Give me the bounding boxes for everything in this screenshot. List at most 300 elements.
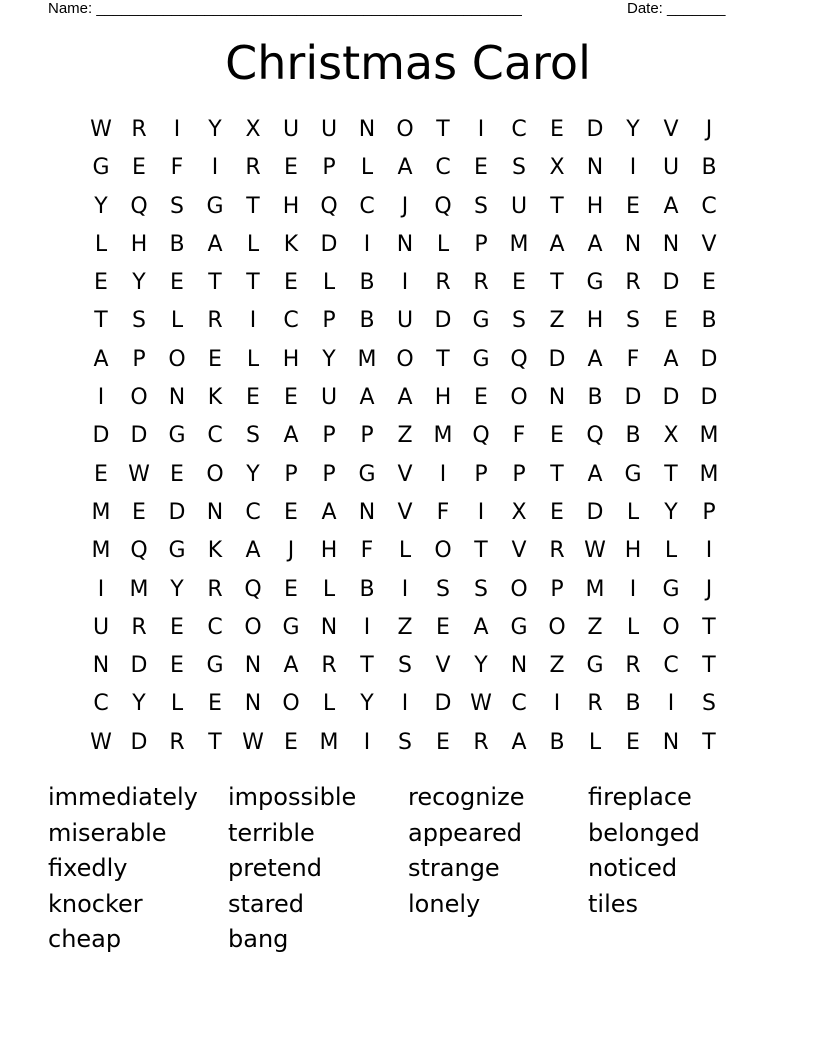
grid-letter: G — [168, 423, 186, 449]
grid-letter: N — [548, 385, 566, 411]
grid-letter: P — [474, 461, 488, 487]
grid-letter: N — [586, 155, 604, 181]
grid-letter: X — [663, 423, 679, 449]
grid-letter: I — [173, 117, 181, 142]
grid-letter: D — [130, 653, 148, 679]
grid-letter: L — [170, 308, 184, 334]
grid-letter: T — [550, 193, 564, 219]
grid-letter: J — [287, 538, 295, 564]
grid-letter: O — [282, 691, 300, 717]
grid-letter: A — [245, 538, 261, 564]
grid-letter: N — [206, 499, 224, 525]
grid-letter: P — [322, 155, 336, 181]
grid-letter: K — [207, 385, 223, 411]
grid-letter: Y — [474, 653, 488, 679]
grid-row — [82, 494, 728, 532]
grid-letter: U — [320, 117, 338, 142]
grid-letter: Q — [510, 346, 528, 372]
grid-letter: F — [626, 346, 640, 372]
grid-letter: O — [662, 614, 680, 640]
grid-letter: E — [474, 385, 488, 411]
word-bank-item: miserable — [48, 818, 167, 847]
grid-letter: G — [510, 614, 528, 640]
grid-letter: E — [284, 270, 298, 296]
grid-letter: X — [245, 117, 261, 142]
grid-letter: L — [322, 691, 336, 717]
grid-letter: P — [132, 346, 146, 372]
grid-letter: W — [470, 691, 492, 717]
grid-letter: D — [130, 729, 148, 755]
grid-letter: T — [436, 117, 450, 142]
grid-letter: O — [396, 117, 414, 142]
grid-letter: D — [320, 231, 338, 257]
grid-letter: M — [509, 231, 529, 257]
grid-letter: M — [129, 576, 149, 602]
grid-letter: I — [363, 729, 371, 755]
grid-letter: D — [168, 499, 186, 525]
grid-letter: E — [170, 614, 184, 640]
grid-letter: I — [97, 385, 105, 411]
grid-letter: L — [322, 270, 336, 296]
grid-letter: S — [626, 308, 640, 334]
grid-letter: O — [168, 346, 186, 372]
grid-letter: D — [434, 308, 452, 334]
grid-letter: M — [91, 499, 111, 525]
grid-letter: L — [626, 499, 640, 525]
grid-row — [82, 341, 728, 379]
grid-letter: V — [511, 538, 527, 564]
grid-letter: P — [322, 423, 336, 449]
word-bank-item: stared — [228, 889, 304, 918]
grid-letter: R — [625, 270, 641, 296]
grid-letter: R — [207, 308, 223, 334]
grid-letter: R — [549, 538, 565, 564]
grid-letter: E — [626, 193, 640, 219]
grid-letter: A — [663, 346, 679, 372]
grid-letter: E — [512, 270, 526, 296]
grid-letter: Q — [244, 576, 262, 602]
grid-letter: P — [284, 461, 298, 487]
grid-letter: I — [629, 155, 637, 181]
grid-letter: G — [206, 193, 224, 219]
grid-letter: T — [550, 270, 564, 296]
grid-letter: S — [702, 691, 716, 717]
grid-row — [82, 149, 728, 187]
grid-letter: E — [474, 155, 488, 181]
word-bank-item: terrible — [228, 818, 315, 847]
word-bank-item: strange — [408, 854, 500, 882]
grid-letter: I — [401, 691, 409, 717]
grid-letter: M — [433, 423, 453, 449]
grid-letter: H — [586, 308, 604, 334]
grid-letter: N — [320, 614, 338, 640]
grid-letter: R — [245, 155, 261, 181]
grid-letter: D — [548, 346, 566, 372]
word-bank-item: pretend — [228, 854, 322, 882]
grid-letter: E — [170, 461, 184, 487]
grid-letter: D — [700, 385, 718, 411]
grid-letter: A — [283, 423, 299, 449]
grid-letter: N — [396, 231, 414, 257]
grid-letter: H — [624, 538, 642, 564]
grid-letter: R — [207, 576, 223, 602]
grid-letter: E — [550, 499, 564, 525]
grid-letter: Z — [587, 614, 603, 640]
grid-letter: F — [360, 538, 374, 564]
grid-letter: D — [586, 117, 604, 142]
grid-letter: W — [128, 461, 150, 487]
grid-letter: E — [94, 461, 108, 487]
grid-letter: Q — [586, 423, 604, 449]
grid-letter: P — [512, 461, 526, 487]
grid-letter: C — [207, 423, 223, 449]
grid-letter: R — [169, 729, 185, 755]
word-bank-item: cheap — [48, 925, 122, 953]
grid-letter: G — [92, 155, 110, 181]
word-bank-item: knocker — [48, 889, 143, 918]
grid-row — [82, 302, 728, 340]
grid-letter: D — [586, 499, 604, 525]
grid-letter: G — [586, 270, 604, 296]
grid-letter: V — [701, 231, 717, 257]
grid-letter: S — [398, 653, 412, 679]
grid-letter: S — [170, 193, 184, 219]
grid-letter: U — [396, 308, 414, 334]
grid-letter: C — [663, 653, 679, 679]
name-field-line: Name: ___________________________________________________ — [48, 0, 522, 17]
grid-letter: I — [363, 614, 371, 640]
grid-letter: P — [360, 423, 374, 449]
grid-letter: U — [320, 385, 338, 411]
grid-letter: B — [587, 385, 603, 411]
grid-letter: E — [132, 155, 146, 181]
grid-letter: Q — [320, 193, 338, 219]
grid-letter: M — [699, 423, 719, 449]
grid-row — [82, 188, 728, 226]
grid-letter: T — [360, 653, 374, 679]
grid-letter: I — [97, 576, 105, 602]
word-bank-item: noticed — [588, 854, 678, 882]
grid-letter: K — [207, 538, 223, 564]
grid-letter: G — [624, 461, 642, 487]
grid-letter: J — [705, 117, 713, 142]
grid-letter: I — [249, 308, 257, 334]
grid-letter: U — [282, 117, 300, 142]
word-bank-item: impossible — [228, 783, 357, 811]
grid-letter: R — [131, 614, 147, 640]
grid-letter: V — [397, 461, 413, 487]
grid-row — [82, 609, 728, 647]
grid-letter: I — [211, 155, 219, 181]
grid-letter: T — [246, 193, 260, 219]
grid-letter: B — [701, 308, 717, 334]
grid-letter: H — [586, 193, 604, 219]
grid-letter: T — [702, 729, 716, 755]
grid-letter: W — [90, 729, 112, 755]
header — [0, 0, 816, 20]
grid-letter: G — [168, 538, 186, 564]
grid-letter: O — [244, 614, 262, 640]
grid-letter: H — [434, 385, 452, 411]
grid-letter: L — [246, 231, 260, 257]
grid-letter: G — [358, 461, 376, 487]
grid-letter: E — [132, 499, 146, 525]
grid-letter: L — [94, 231, 108, 257]
grid-letter: O — [396, 346, 414, 372]
grid-letter: A — [397, 155, 413, 181]
grid-letter: L — [246, 346, 260, 372]
word-bank — [48, 780, 788, 958]
grid-letter: B — [359, 270, 375, 296]
grid-letter: L — [626, 614, 640, 640]
word-bank-item: lonely — [408, 889, 481, 918]
grid-letter: E — [94, 270, 108, 296]
grid-letter: X — [549, 155, 565, 181]
grid-letter: R — [435, 270, 451, 296]
grid-letter: B — [625, 423, 641, 449]
grid-letter: Q — [472, 423, 490, 449]
grid-letter: A — [511, 729, 527, 755]
grid-letter: T — [550, 461, 564, 487]
grid-row — [82, 264, 728, 302]
grid-letter: I — [363, 231, 371, 257]
grid-letter: T — [94, 308, 108, 334]
grid-letter: N — [510, 653, 528, 679]
grid-letter: I — [401, 576, 409, 602]
grid-row — [82, 456, 728, 494]
grid-letter: Z — [549, 308, 565, 334]
grid-letter: C — [511, 691, 527, 717]
grid-row — [82, 724, 728, 762]
grid-letter: T — [246, 270, 260, 296]
grid-letter: M — [357, 346, 377, 372]
word-bank-item: bang — [228, 925, 289, 953]
grid-row — [82, 685, 728, 723]
grid-letter: E — [170, 270, 184, 296]
grid-letter: M — [91, 538, 111, 564]
grid-letter: W — [90, 117, 112, 142]
grid-letter: T — [702, 653, 716, 679]
grid-letter: A — [321, 499, 337, 525]
grid-letter: G — [472, 346, 490, 372]
grid-letter: I — [477, 117, 485, 142]
grid-letter: Y — [664, 499, 678, 525]
grid-letter: I — [401, 270, 409, 296]
word-bank-item: recognize — [408, 783, 525, 811]
grid-letter: D — [662, 270, 680, 296]
grid-letter: B — [625, 691, 641, 717]
grid-letter: B — [549, 729, 565, 755]
grid-letter: T — [664, 461, 678, 487]
grid-letter: A — [549, 231, 565, 257]
grid-letter: A — [93, 346, 109, 372]
grid-letter: D — [700, 346, 718, 372]
grid-letter: E — [550, 117, 564, 142]
grid-letter: D — [434, 691, 452, 717]
grid-letter: T — [208, 270, 222, 296]
grid-letter: A — [587, 461, 603, 487]
grid-letter: B — [701, 155, 717, 181]
grid-letter: E — [170, 653, 184, 679]
page-title: Christmas Carol — [225, 36, 591, 90]
grid-letter: O — [510, 576, 528, 602]
grid-letter: S — [398, 729, 412, 755]
grid-letter: Y — [360, 691, 374, 717]
grid-letter: Q — [130, 193, 148, 219]
grid-letter: N — [244, 691, 262, 717]
grid-letter: H — [130, 231, 148, 257]
grid-letter: N — [624, 231, 642, 257]
grid-letter: C — [359, 193, 375, 219]
grid-row — [82, 571, 728, 609]
grid-letter: N — [358, 499, 376, 525]
grid-letter: B — [359, 576, 375, 602]
grid-letter: R — [587, 691, 603, 717]
grid-letter: A — [359, 385, 375, 411]
grid-letter: C — [245, 499, 261, 525]
grid-letter: Q — [434, 193, 452, 219]
grid-letter: I — [667, 691, 675, 717]
grid-letter: O — [510, 385, 528, 411]
grid-letter: E — [436, 729, 450, 755]
grid-letter: I — [477, 499, 485, 525]
grid-letter: A — [663, 193, 679, 219]
grid-letter: Y — [170, 576, 184, 602]
grid-row — [82, 226, 728, 264]
grid-letter: S — [512, 155, 526, 181]
word-bank-item: immediately — [48, 783, 198, 811]
grid-letter: S — [246, 423, 260, 449]
grid-letter: M — [319, 729, 339, 755]
grid-letter: L — [398, 538, 412, 564]
grid-letter: E — [284, 499, 298, 525]
grid-letter: L — [588, 729, 602, 755]
grid-letter: G — [662, 576, 680, 602]
grid-letter: E — [284, 576, 298, 602]
grid-letter: F — [170, 155, 184, 181]
grid-letter: V — [397, 499, 413, 525]
grid-letter: O — [130, 385, 148, 411]
grid-letter: I — [629, 576, 637, 602]
grid-letter: F — [512, 423, 526, 449]
grid-letter: C — [701, 193, 717, 219]
grid-letter: X — [511, 499, 527, 525]
word-bank-item: fireplace — [588, 783, 692, 811]
grid-letter: I — [705, 538, 713, 564]
grid-letter: M — [585, 576, 605, 602]
grid-letter: H — [282, 346, 300, 372]
grid-letter: A — [587, 346, 603, 372]
grid-letter: D — [92, 423, 110, 449]
grid-letter: E — [284, 385, 298, 411]
grid-letter: S — [132, 308, 146, 334]
grid-letter: Y — [132, 270, 146, 296]
grid-letter: A — [473, 614, 489, 640]
grid-letter: C — [435, 155, 451, 181]
grid-letter: W — [242, 729, 264, 755]
grid-letter: J — [401, 193, 409, 219]
grid-letter: O — [434, 538, 452, 564]
grid-letter: J — [705, 576, 713, 602]
grid-letter: N — [168, 385, 186, 411]
grid-letter: Z — [549, 653, 565, 679]
grid-letter: N — [662, 729, 680, 755]
grid-letter: D — [130, 423, 148, 449]
grid-row — [82, 417, 728, 455]
grid-letter: Y — [208, 117, 222, 142]
grid-letter: G — [472, 308, 490, 334]
grid-letter: Y — [322, 346, 336, 372]
grid-row — [82, 532, 728, 570]
grid-letter: Z — [397, 423, 413, 449]
grid-letter: F — [436, 499, 450, 525]
grid-letter: D — [624, 385, 642, 411]
grid-letter: M — [699, 461, 719, 487]
word-search-grid — [82, 111, 728, 762]
grid-letter: C — [207, 614, 223, 640]
grid-letter: N — [662, 231, 680, 257]
grid-row — [82, 111, 728, 149]
grid-letter: R — [473, 270, 489, 296]
grid-letter: E — [664, 308, 678, 334]
grid-letter: R — [625, 653, 641, 679]
grid-letter: N — [358, 117, 376, 142]
grid-letter: P — [322, 308, 336, 334]
word-bank-item: tiles — [588, 889, 639, 918]
grid-letter: I — [439, 461, 447, 487]
grid-letter: S — [436, 576, 450, 602]
grid-letter: E — [246, 385, 260, 411]
grid-letter: E — [626, 729, 640, 755]
grid-row — [82, 379, 728, 417]
grid-letter: T — [474, 538, 488, 564]
grid-letter: C — [511, 117, 527, 142]
grid-letter: E — [284, 729, 298, 755]
date-field-line: Date: _______ — [627, 0, 726, 17]
grid-row — [82, 647, 728, 685]
grid-letter: K — [283, 231, 299, 257]
grid-letter: T — [702, 614, 716, 640]
grid-letter: H — [320, 538, 338, 564]
grid-letter: G — [282, 614, 300, 640]
grid-letter: U — [662, 155, 680, 181]
grid-letter: N — [244, 653, 262, 679]
grid-letter: B — [169, 231, 185, 257]
grid-letter: O — [548, 614, 566, 640]
grid-letter: L — [322, 576, 336, 602]
grid-letter: W — [584, 538, 606, 564]
grid-letter: P — [702, 499, 716, 525]
grid-letter: G — [206, 653, 224, 679]
grid-letter: Q — [130, 538, 148, 564]
grid-letter: Y — [246, 461, 260, 487]
grid-letter: S — [474, 193, 488, 219]
word-bank-item: belonged — [588, 818, 700, 847]
word-bank-item: appeared — [408, 818, 522, 847]
grid-letter: Y — [94, 193, 108, 219]
grid-letter: S — [512, 308, 526, 334]
grid-letter: A — [283, 653, 299, 679]
grid-letter: Y — [132, 691, 146, 717]
grid-letter: E — [550, 423, 564, 449]
grid-letter: A — [397, 385, 413, 411]
grid-letter: U — [510, 193, 528, 219]
grid-letter: C — [93, 691, 109, 717]
grid-letter: R — [321, 653, 337, 679]
grid-letter: N — [92, 653, 110, 679]
grid-letter: D — [662, 385, 680, 411]
grid-letter: T — [208, 729, 222, 755]
